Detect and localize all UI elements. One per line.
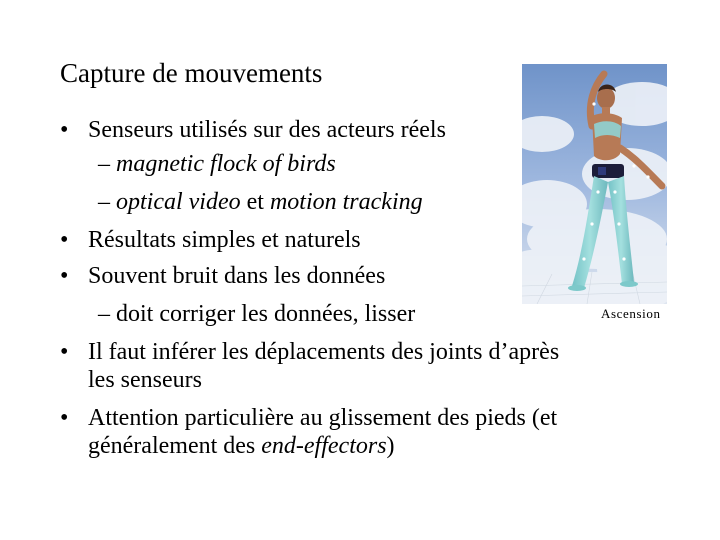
bullet-5-line-2: généralement des end-effectors)	[88, 433, 395, 459]
image-caption: Ascension	[601, 306, 661, 321]
bullet-marker: •	[60, 263, 69, 289]
bullet-4-line-1: Il faut inférer les déplacements des joints d’après	[88, 339, 560, 365]
page-title: Capture de mouvements	[60, 58, 323, 88]
sub-3-1: – doit corriger les données, lisser	[98, 301, 416, 327]
bullet-2-text: Résultats simples et naturels	[88, 227, 361, 253]
bullet-marker: •	[60, 339, 69, 365]
dancer-with-motion-sensors-photo	[522, 64, 667, 304]
sub-1-2: – optical video et motion tracking	[98, 189, 423, 215]
bullet-marker: •	[60, 227, 69, 253]
bullet-marker: •	[60, 405, 69, 431]
bullet-1-text: Senseurs utilisés sur des acteurs réels	[88, 117, 446, 143]
sub-1-1: – magnetic flock of birds	[98, 151, 336, 177]
bullet-5-line-1: Attention particulière au glissement des pieds (et	[88, 405, 558, 431]
bullet-marker: •	[60, 117, 69, 143]
bullet-3-text: Souvent bruit dans les données	[88, 263, 386, 289]
bullet-4-line-2: les senseurs	[88, 367, 202, 393]
